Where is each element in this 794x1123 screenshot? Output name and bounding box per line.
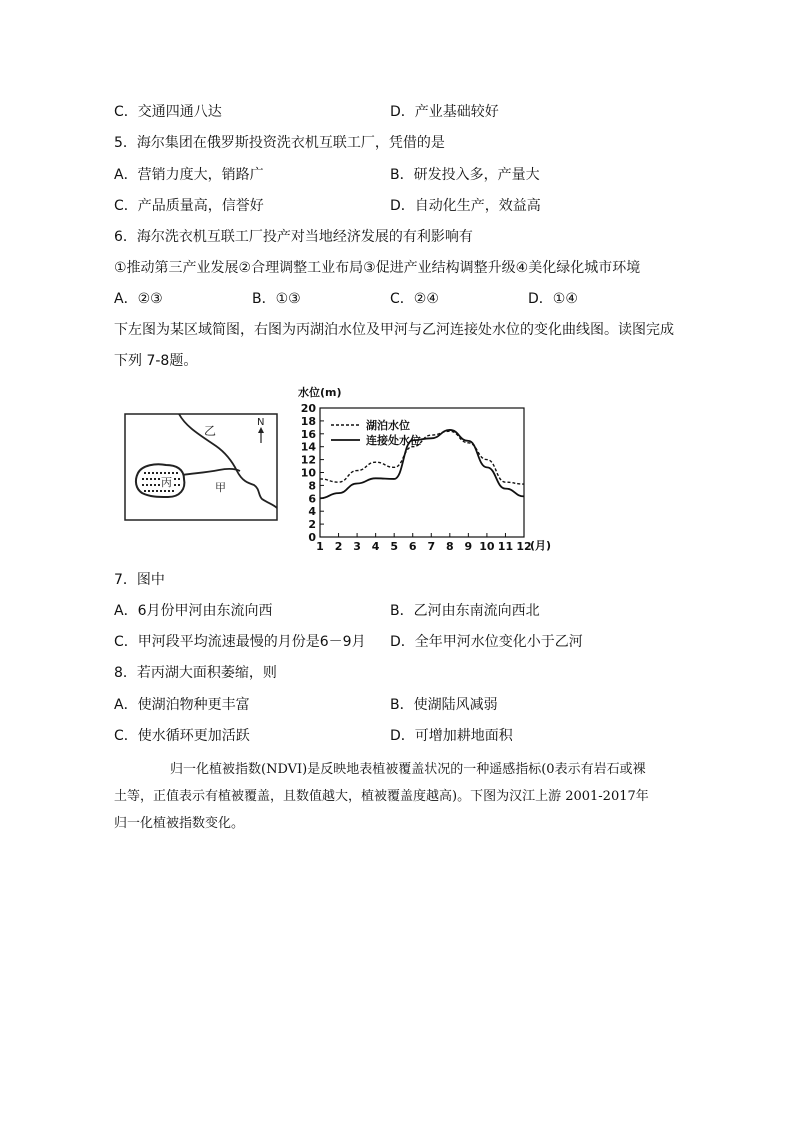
chart-ylabel: 水位(m) bbox=[298, 386, 342, 399]
x-tick-label: 8 bbox=[445, 540, 454, 553]
ndvi-paragraph bbox=[114, 756, 704, 837]
q8-option-c: C．使水循环更加活跃 bbox=[114, 728, 250, 744]
x-tick-label: 5 bbox=[390, 540, 399, 553]
y-tick-label: 6 bbox=[308, 492, 316, 506]
y-tick-label: 12 bbox=[300, 453, 316, 467]
legend-label-lake: 湖泊水位 bbox=[366, 419, 410, 432]
river-jia-label: 甲 bbox=[215, 481, 226, 494]
y-tick-label: 18 bbox=[300, 414, 316, 428]
q5-option-a: A．营销力度大，销路广 bbox=[114, 167, 264, 183]
q6-option-a: A．②③ bbox=[114, 291, 163, 307]
q7-option-b: B．乙河由东南流向西北 bbox=[390, 603, 540, 619]
q7-option-c: C．甲河段平均流速最慢的月份是6－9月 bbox=[114, 634, 366, 650]
q7-stem: 7．图中 bbox=[114, 572, 165, 588]
region-map bbox=[124, 413, 278, 521]
q8-option-d: D．可增加耕地面积 bbox=[390, 728, 513, 744]
q8-stem: 8．若丙湖大面积萎缩，则 bbox=[114, 665, 277, 681]
y-tick-label: 4 bbox=[308, 505, 316, 519]
q7-option-a: A．6月份甲河由东流向西 bbox=[114, 603, 273, 619]
x-tick-label: 4 bbox=[371, 540, 380, 553]
y-tick-label: 20 bbox=[300, 402, 316, 415]
x-tick-label: 3 bbox=[353, 540, 361, 553]
q4-option-c: C．交通四通八达 bbox=[114, 104, 222, 120]
y-tick-label: 2 bbox=[308, 518, 316, 532]
x-tick-label: 7 bbox=[427, 540, 436, 553]
north-label: N bbox=[257, 417, 265, 428]
q8-option-a: A．使湖泊物种更丰富 bbox=[114, 697, 250, 713]
y-tick-label: 16 bbox=[300, 427, 316, 441]
x-tick-label: 6 bbox=[408, 540, 417, 553]
chart-legend bbox=[331, 418, 421, 447]
y-tick-label: 8 bbox=[308, 479, 316, 493]
x-tick-label: 11 bbox=[497, 540, 514, 553]
q6-stem: 6．海尔洗衣机互联工厂投产对当地经济发展的有利影响有 bbox=[114, 229, 473, 245]
q8-option-b: B．使湖陆风减弱 bbox=[390, 697, 498, 713]
q6-option-b: B．①③ bbox=[252, 291, 301, 307]
x-tick-label: 1 bbox=[316, 540, 324, 553]
lake-label: 丙 bbox=[161, 476, 172, 489]
q6-option-d: D．①④ bbox=[528, 291, 578, 307]
y-tick-label: 0 bbox=[308, 531, 316, 544]
chart-xlabel: (月) bbox=[530, 539, 552, 552]
q4-option-d: D．产业基础较好 bbox=[390, 104, 499, 120]
river-yi-label: 乙 bbox=[204, 424, 217, 438]
q6-items: ①推动第三产业发展②合理调整工业布局③促进产业结构调整升级④美化绿化城市环境 bbox=[114, 260, 641, 276]
y-tick-label: 10 bbox=[300, 466, 316, 480]
q5-option-c: C．产品质量高，信誉好 bbox=[114, 198, 264, 214]
intro-78-line1: 下左图为某区域简图，右图为丙湖泊水位及甲河与乙河连接处水位的变化曲线图。读图完成 bbox=[114, 322, 674, 338]
q5-stem: 5．海尔集团在俄罗斯投资洗衣机互联工厂，凭借的是 bbox=[114, 135, 445, 151]
x-tick-label: 10 bbox=[479, 540, 495, 553]
water-level-chart bbox=[290, 380, 560, 556]
ndvi-line1: 归一化植被指数(NDVI)是反映地表植被覆盖状况的一种遥感指标(0表示有岩石或裸 bbox=[170, 762, 646, 777]
x-tick-label: 12 bbox=[516, 540, 532, 553]
q5-option-b: B．研发投入多，产量大 bbox=[390, 167, 540, 183]
ndvi-line2: 土等，正值表示有植被覆盖，且数值越大，植被覆盖度越高)。下图为汉江上游 2001-2017年 bbox=[114, 789, 649, 804]
q6-option-c: C．②④ bbox=[390, 291, 439, 307]
intro-78-line2: 下列 7-8题。 bbox=[114, 353, 198, 369]
q5-option-d: D．自动化生产，效益高 bbox=[390, 198, 541, 214]
x-tick-label: 9 bbox=[464, 540, 473, 553]
legend-label-junction: 连接处水位 bbox=[366, 434, 421, 447]
y-tick-label: 14 bbox=[300, 440, 316, 454]
ndvi-line3: 归一化植被指数变化。 bbox=[114, 816, 245, 831]
x-tick-label: 2 bbox=[334, 540, 343, 553]
q7-option-d: D．全年甲河水位变化小于乙河 bbox=[390, 634, 583, 650]
